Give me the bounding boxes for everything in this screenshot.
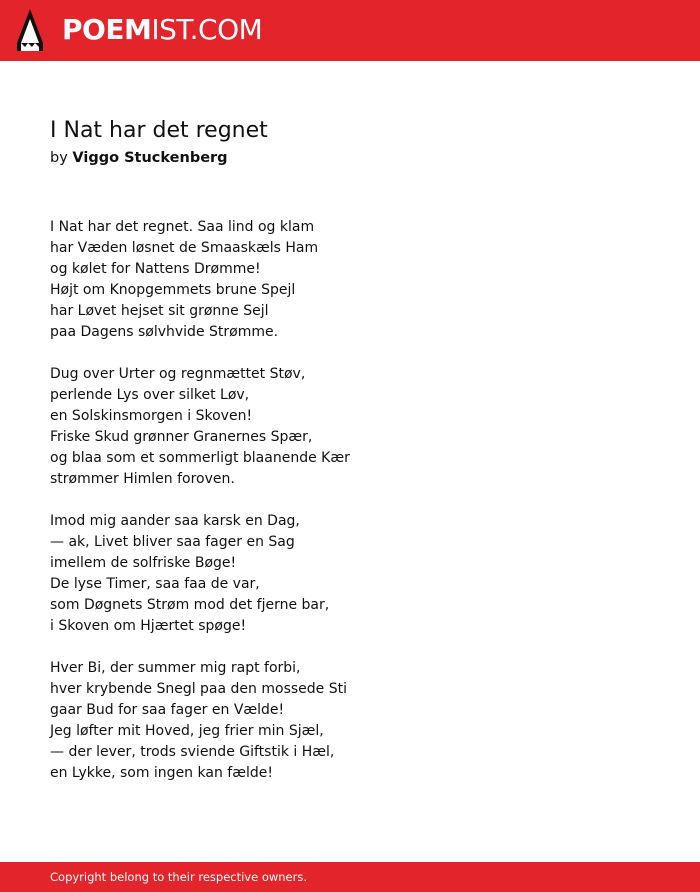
poem-line: som Døgnets Strøm mod det fjerne bar,: [50, 597, 330, 613]
byline: [50, 146, 650, 170]
stanza: [50, 658, 650, 784]
poem-line: hver krybende Snegl paa den mossede Sti: [50, 681, 347, 697]
poem-line: i Skoven om Hjærtet spøge!: [50, 618, 247, 634]
poem-line: De lyse Timer, saa faa de var,: [50, 576, 260, 592]
poem-line: en Solskinsmorgen i Skoven!: [50, 408, 253, 424]
poem-line: og blaa som et sommerligt blaanende Kær: [50, 450, 350, 466]
author-name: Viggo Stuckenberg: [72, 150, 228, 166]
poem-line: og kølet for Nattens Drømme!: [50, 261, 261, 277]
byline-prefix: by: [50, 150, 68, 166]
stanza: [50, 511, 650, 637]
poem-line: imellem de solfriske Bøge!: [50, 555, 237, 571]
poem-line: — der lever, trods sviende Giftstik i Hæl,: [50, 744, 335, 760]
poem-line: perlende Lys over silket Løv,: [50, 387, 250, 403]
poem-line: har Væden løsnet de Smaaskæls Ham: [50, 240, 319, 256]
site-footer: [0, 862, 700, 892]
poem-content: [50, 116, 650, 805]
poem-line: — ak, Livet bliver saa fager en Sag: [50, 534, 295, 550]
poem-title: I Nat har det regnet: [50, 118, 268, 143]
stanza: [50, 217, 650, 343]
poem-body: [50, 217, 650, 784]
poem-line: paa Dagens sølvhvide Strømme.: [50, 324, 279, 340]
pencil-icon[interactable]: [17, 9, 43, 51]
site-logo[interactable]: [62, 12, 262, 48]
stanza: [50, 364, 650, 490]
poem-line: I Nat har det regnet. Saa lind og klam: [50, 219, 315, 235]
copyright-text: Copyright belong to their respective owners.: [50, 870, 308, 884]
poem-line: Friske Skud grønner Granernes Spær,: [50, 429, 313, 445]
poem-line: Dug over Urter og regnmættet Støv,: [50, 366, 306, 382]
logo-bold-text: POEM: [62, 13, 152, 46]
poem-line: strømmer Himlen foroven.: [50, 471, 235, 487]
poem-line: Højt om Knopgemmets brune Spejl: [50, 282, 296, 298]
poem-line: har Løvet hejset sit grønne Sejl: [50, 303, 269, 319]
poem-line: Jeg løfter mit Hoved, jeg frier min Sjæl,: [50, 723, 324, 739]
site-header: [0, 0, 700, 61]
poem-line: gaar Bud for saa fager en Vælde!: [50, 702, 285, 718]
poem-line: Imod mig aander saa karsk en Dag,: [50, 513, 300, 529]
logo-light-text: IST.COM: [151, 13, 263, 46]
poem-line: Hver Bi, der summer mig rapt forbi,: [50, 660, 301, 676]
poem-line: en Lykke, som ingen kan fælde!: [50, 765, 273, 781]
